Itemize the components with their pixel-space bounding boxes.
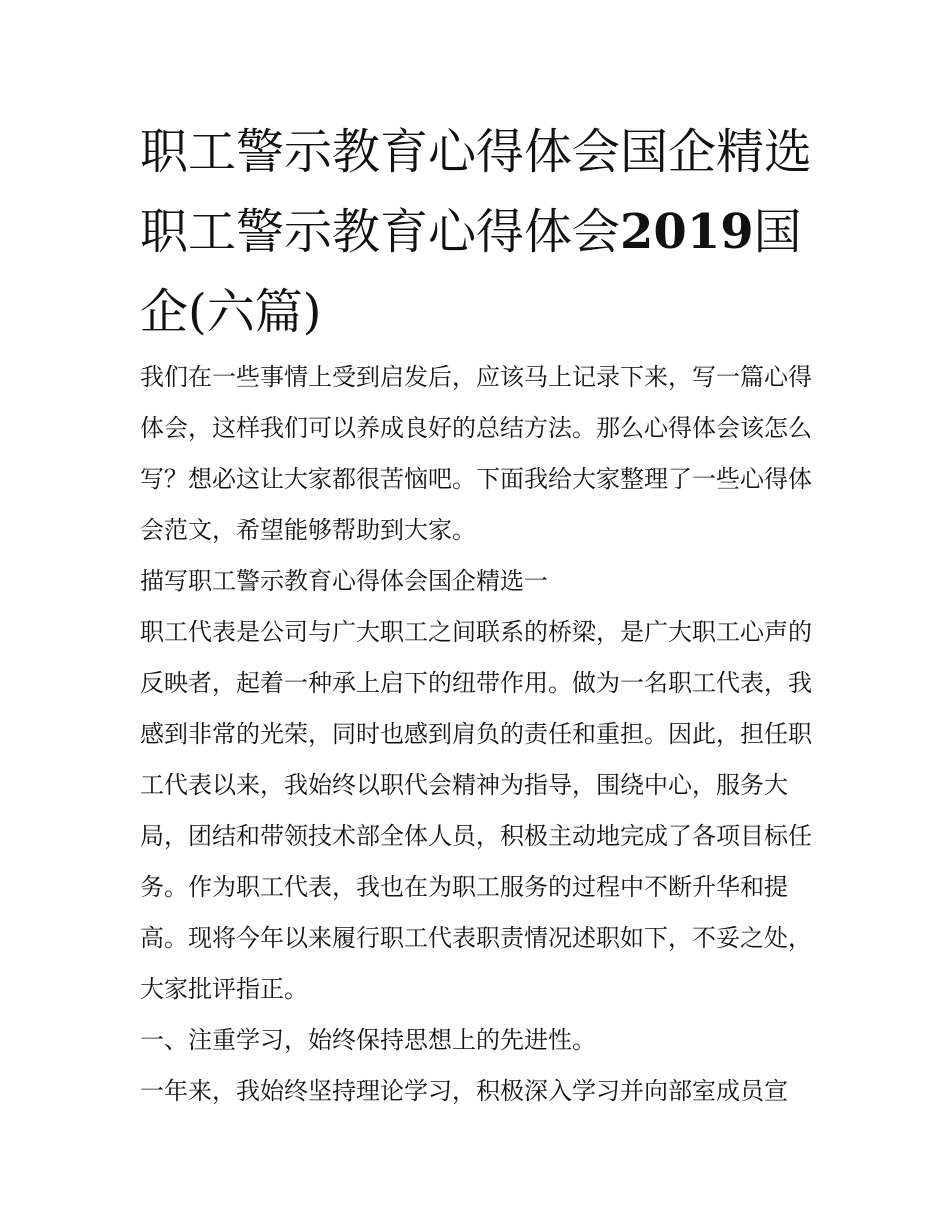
- body-paragraph-truncated: 一年来，我始终坚持理论学习，积极深入学习并向部室成员宣: [140, 1077, 788, 1105]
- title-text-part2: 国企(六篇): [140, 204, 802, 340]
- intro-paragraph: 我们在一些事情上受到启发后，应该马上记录下来，写一篇心得体会，这样我们可以养成良好的总结方法。那么心得体会该怎么写？想必这让大家都很苦恼吧。下面我给大家整理了一些心得体会范文，希望能够帮助到大家。: [140, 363, 812, 544]
- subsection-heading: 一、注重学习，始终保持思想上的先进性。: [140, 1026, 596, 1054]
- body-paragraph: 职工代表是公司与广大职工之间联系的桥梁，是广大职工心声的反映者，起着一种承上启下的纽带作用。做为一名职工代表，我感到非常的光荣，同时也感到肩负的责任和重担。因此，担任职工代表以来，我始终以职代会精神为指导，围绕中心，服务大局，团结和带领技术部全体人员，积极主动地完成了各项目标任务。作为职工代表，我也在为职工服务的过程中不断升华和提高。现将今年以来履行职工代表职责情况述职如下，不妥之处，大家批评指正。: [140, 618, 812, 1003]
- document-title: [140, 112, 820, 352]
- title-year: 2019: [620, 204, 754, 260]
- document-body: [140, 352, 815, 1117]
- title-text-part1: 职工警示教育心得体会国企精选 职工警示教育心得体会: [140, 124, 813, 260]
- section-heading: 描写职工警示教育心得体会国企精选一: [140, 567, 548, 595]
